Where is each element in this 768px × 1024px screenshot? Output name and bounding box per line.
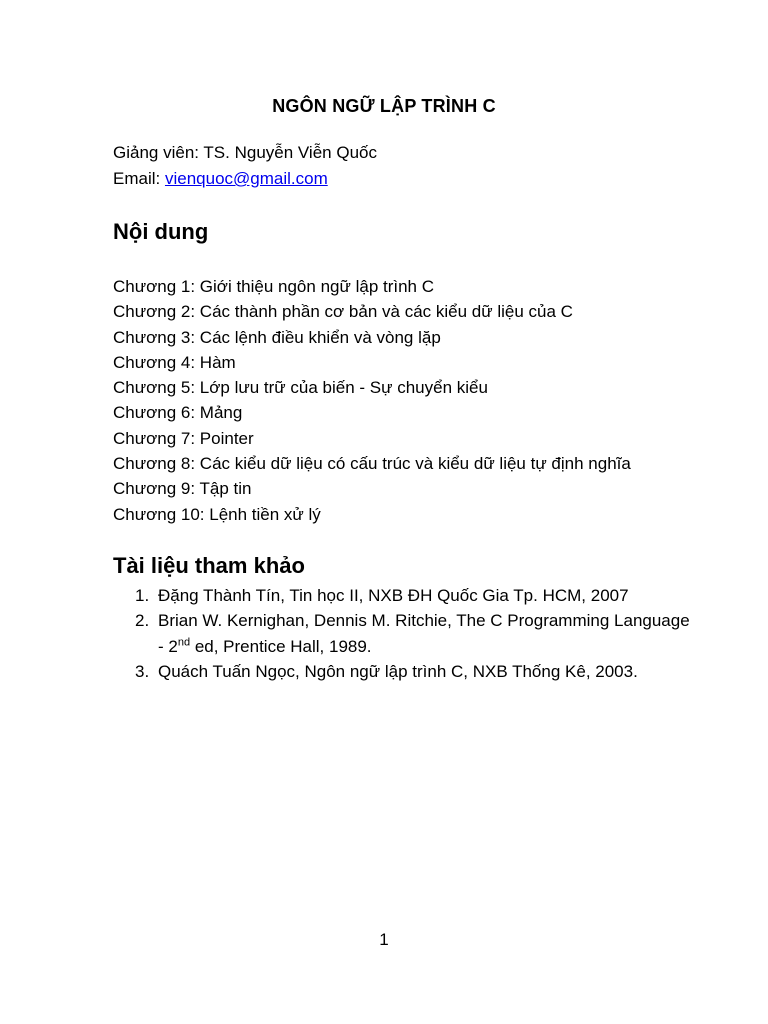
reference-item — [135, 659, 695, 684]
chapter-item: Chương 10: Lệnh tiền xử lý — [113, 504, 321, 524]
reference-number: 3. — [135, 661, 150, 681]
document-title: NGÔN NGỮ LẬP TRÌNH C — [272, 96, 496, 116]
reference-item — [135, 608, 695, 659]
email-label: Email: — [113, 169, 165, 188]
chapter-list — [113, 274, 631, 527]
chapter-item: Chương 6: Mảng — [113, 403, 243, 423]
page-number: 1 — [379, 930, 389, 949]
chapter-item: Chương 7: Pointer — [113, 428, 254, 448]
chapter-item: Chương 4: Hàm — [113, 352, 236, 372]
chapter-item: Chương 8: Các kiểu dữ liệu có cấu trúc và kiểu dữ liệu tự định nghĩa — [113, 454, 631, 474]
reference-number: 1. — [135, 586, 150, 605]
chapter-item: Chương 1: Giới thiệu ngôn ngữ lập trình C — [113, 277, 435, 296]
email-link[interactable]: vienquoc@gmail.com — [164, 169, 328, 188]
reference-list — [135, 583, 695, 684]
lecturer-line: Giảng viên: TS. Nguyễn Viễn Quốc — [113, 143, 377, 162]
reference-item — [135, 583, 695, 608]
chapter-item: Chương 9: Tập tin — [113, 479, 252, 499]
reference-text: Đặng Thành Tín, Tin học II, NXB ĐH Quốc Gia Tp. HCM, 2007 — [158, 586, 629, 605]
reference-superscript: nd — [177, 635, 191, 648]
reference-text-before: Brian W. Kernighan, Dennis M. Ritchie, The C Programming Language - 2 — [158, 611, 690, 656]
references-heading: Tài liệu tham khảo — [113, 553, 305, 578]
chapter-item: Chương 2: Các thành phần cơ bản và các kiểu dữ liệu của C — [113, 302, 573, 322]
email-line — [113, 169, 328, 189]
reference-text-after: ed, Prentice Hall, 1989. — [190, 636, 372, 656]
content-heading: Nội dung — [113, 219, 209, 244]
reference-number: 2. — [135, 611, 150, 631]
reference-text: Quách Tuấn Ngọc, Ngôn ngữ lập trình C, NXB Thống Kê, 2003. — [158, 661, 638, 681]
chapter-item: Chương 3: Các lệnh điều khiển và vòng lặp — [113, 327, 441, 347]
chapter-item: Chương 5: Lớp lưu trữ của biến - Sự chuyển kiểu — [113, 378, 488, 398]
